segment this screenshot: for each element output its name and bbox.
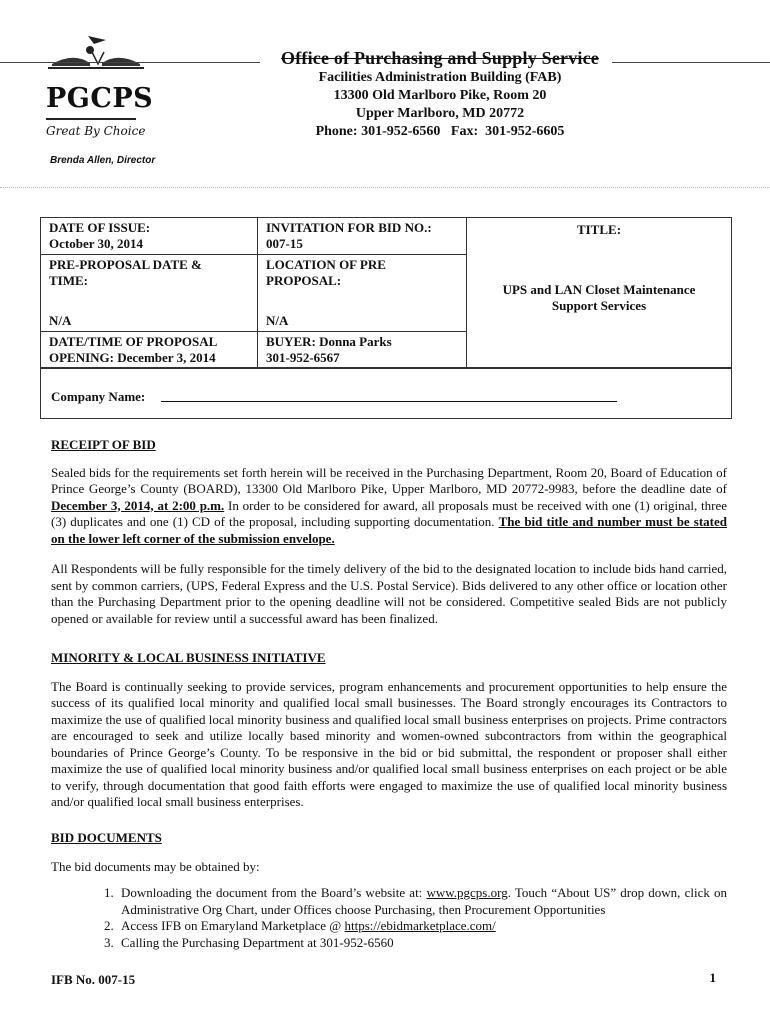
pre-proposal-label: PRE-PROPOSAL DATE & xyxy=(49,257,202,272)
minority-heading: MINORITY & LOCAL BUSINESS INITIATIVE xyxy=(51,650,326,665)
building-name: Facilities Administration Building (FAB) xyxy=(318,70,562,85)
director-name: Brenda Allen, Director xyxy=(50,155,156,166)
date-of-issue-value: October 30, 2014 xyxy=(49,236,143,251)
logo-tagline: Great By Choice xyxy=(46,124,146,138)
office-title: Office of Purchasing and Supply Service xyxy=(281,48,599,68)
proposal-opening-label: DATE/TIME OF PROPOSAL xyxy=(49,334,218,349)
buyer-phone: 301-952-6567 xyxy=(266,350,340,365)
company-name-field[interactable] xyxy=(161,401,617,402)
item-1-text-b: . Touch “About US” drop down, click on Administrative Org Chart, under Offices choose Purchasing, then Procurement Opportunities xyxy=(121,885,727,917)
pre-proposal-value: N/A xyxy=(49,313,72,328)
buyer-cell xyxy=(258,332,467,369)
ifb-number-cell xyxy=(258,218,467,255)
location-label-2: PROPOSAL: xyxy=(266,273,342,288)
receipt-paragraph-2: All Respondents will be fully responsible for the timely delivery of the bid to the designated location to include bids hand carried, sent by common carriers, (UPS, Federal Express and the U.S. Postal Service). Bids delivered to any other office or location other than the Purchasing Department prior to the opening deadline will not be considered. Competitive sealed Bids are not publicly opened or available for review until a successful award has been finalized. xyxy=(51,561,727,626)
ifb-number-label: INVITATION FOR BID NO.: xyxy=(266,220,432,235)
documents-heading: BID DOCUMENTS xyxy=(51,830,162,845)
date-of-issue-label: DATE OF ISSUE: xyxy=(49,220,151,235)
lamp-logo-icon xyxy=(46,30,146,72)
buyer-name: BUYER: Donna Parks xyxy=(266,334,392,349)
list-item xyxy=(117,918,727,935)
item-2-text: Access IFB on Emaryland Marketplace @ xyxy=(121,918,345,933)
receipt-heading: RECEIPT OF BID xyxy=(51,437,156,452)
ifb-number-value: 007-15 xyxy=(266,236,303,251)
title-line-2: Support Services xyxy=(551,298,647,313)
proposal-opening-value: OPENING: December 3, 2014 xyxy=(49,350,216,365)
minority-paragraph: The Board is continually seeking to provide services, program enhancements and procurement opportunities to help ensure the success of its qualified local minority and qualified local small businesses. The Board strongly encourages its Contractors to maximize the use of qualified local minority business and qualified local small business enterprises on projects. Prime contractors are encouraged to seek and utilize locally based minority and women-owned subcontractors from within the geographical boundaries of Prince George’s County. To be responsive in the bid or bid submittal, the respondent or proposer shall either maximize the use of qualified local minority business and/or qualified local small business enterprises on each project or be able to verify, through documentation that good faith efforts were engaged to maximize the use of qualified local minority business and/or qualified local small business enterprises. xyxy=(51,678,727,809)
city-address: Upper Marlboro, MD 20772 xyxy=(355,106,525,121)
envelope-instruction: The bid title and number must be stated on the lower left corner of the submission envelope. xyxy=(51,514,728,546)
location-label: LOCATION OF PRE xyxy=(266,257,386,272)
location-cell xyxy=(258,255,467,332)
date-of-issue-cell xyxy=(41,218,258,255)
location-value: N/A xyxy=(266,313,289,328)
top-rule-right xyxy=(612,62,770,63)
title-label: TITLE: xyxy=(576,222,622,237)
list-item xyxy=(117,885,727,918)
title-line-1: UPS and LAN Closet Maintenance xyxy=(502,282,696,297)
item-1-text-a: Downloading the document from the Board’s website at: xyxy=(121,885,427,900)
emaryland-link[interactable]: https://ebidmarketplace.com/ xyxy=(344,918,496,933)
proposal-opening-cell xyxy=(41,332,258,369)
documents-intro: The bid documents may be obtained by: xyxy=(51,858,260,874)
deadline-text: December 3, 2014, at 2:00 p.m. xyxy=(51,497,225,513)
receipt-text-b: In order to be considered for award, all proposals must be received with one (1) original, three (3) duplicates and one (1) CD of the proposal, including supporting documentation. xyxy=(51,497,728,529)
bid-info-table xyxy=(40,217,732,369)
page-number: 1 xyxy=(709,970,716,985)
minority-section xyxy=(51,650,727,811)
receipt-section xyxy=(51,437,727,627)
list-item: 3. Calling the Purchasing Department at 301-952-6560 xyxy=(117,935,727,952)
documents-section xyxy=(51,830,727,951)
logo-brand: PGCPS xyxy=(46,83,154,114)
documents-list xyxy=(51,885,727,951)
pgcps-website-link[interactable]: www.pgcps.org xyxy=(426,885,508,900)
receipt-paragraph-1 xyxy=(51,465,727,548)
pgcps-logo xyxy=(46,30,154,138)
company-name-box xyxy=(40,367,732,419)
phone-fax: Phone: 301-952-6560 Fax: 301-952-6605 xyxy=(315,124,565,139)
footer-ifb-number: IFB No. 007-15 xyxy=(51,972,136,987)
header-divider xyxy=(0,187,770,188)
street-address: 13300 Old Marlboro Pike, Room 20 xyxy=(333,88,547,103)
letterhead xyxy=(260,48,620,141)
company-name-label: Company Name: xyxy=(51,389,146,404)
top-rule-left xyxy=(0,62,260,63)
pre-proposal-cell xyxy=(41,255,258,332)
title-cell xyxy=(467,218,732,369)
pre-proposal-label-2: TIME: xyxy=(49,273,88,288)
receipt-text-a: Sealed bids for the requirements set forth herein will be received in the Purchasing Department, Room 20, Board of Education of Prince George’s County (BOARD), 13300 Old Marlboro Pike, Upper Marlboro, MD 20772-9983, before the deadline date of xyxy=(51,464,727,496)
